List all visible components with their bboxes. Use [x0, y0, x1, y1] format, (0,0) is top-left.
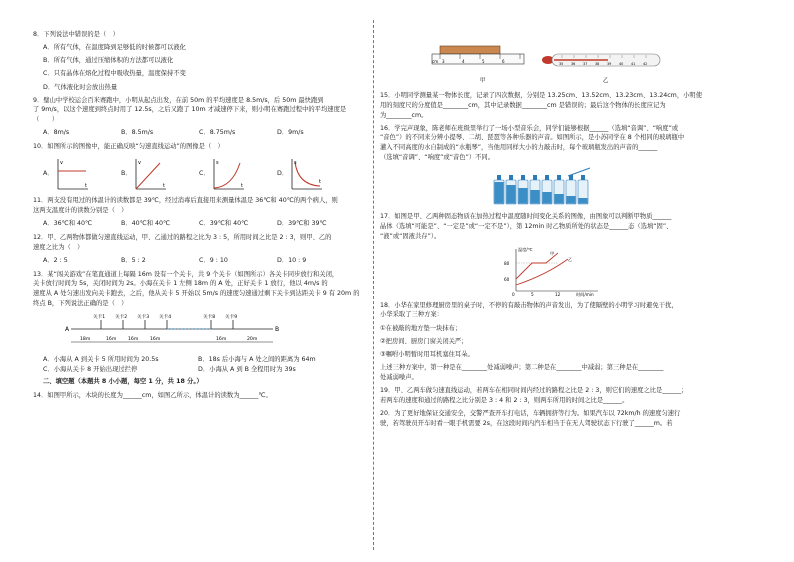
q10-option-c: C． [199, 170, 210, 178]
q12-option-b: B．5 : 2 [121, 256, 146, 264]
q20-line2: 驶，若驾驶员开车时看一眼手机需要 2s，在这段时间内汽车相当于在无人驾驶状态下行驶了______m。若 [380, 419, 673, 427]
water-bottles [490, 166, 600, 206]
tick-12: 12 [555, 291, 561, 297]
series-yi: 乙 [568, 256, 573, 262]
point-b-label: B [275, 325, 280, 333]
gate-label-9: 关卡9 [225, 314, 238, 320]
q10-option-d: D． [277, 170, 289, 178]
ruler-label-cm: cm [432, 59, 439, 64]
tick-60: 60 [504, 276, 510, 282]
q9-option-a: A．8m/s [43, 129, 70, 137]
gate-label-8: 关卡8 [203, 314, 216, 320]
segment-16m-4: 16m [216, 336, 227, 342]
q9-option-c: C．8.75m/s [199, 129, 236, 137]
q18-opt2: ②把房间、厨房门窗关闭关严； [380, 337, 468, 345]
q18-line3: 上述三种方案中，第一种是在________处减弱噪声；第二种是在________中减弱；第三种是在________ [380, 363, 664, 371]
q13-line3: 速度从 A 处匀速出发向关卡跑去，之后，他从关卡 5 开始以 5m/s 的速度匀速通过剩下关卡到达距关卡 9 有 20m 的 [33, 290, 360, 298]
right-column [380, 40, 765, 432]
q13-option-c: C．小海从关卡 8 开始出现过拦停 [43, 365, 138, 373]
thermo-label-36: 36 [571, 62, 576, 66]
q16-line2: “音色”）的不同来分辨小提琴、二胡、琵琶等各种乐器的声音。如图所示，是小苏同学在 8 个相同的玻璃瓶中 [380, 134, 685, 142]
graph-a-axis-v: v [59, 160, 63, 167]
thermo-label-42: 42 [643, 62, 648, 66]
q11-option-c: C．39℃和 40℃ [199, 220, 249, 228]
q15-line2: 用的刻度尺的分度值是________cm，其中记录数据________cm 是错误的；最后这个物体的长度应记为 [380, 101, 666, 109]
ruler-label-5: 5 [482, 59, 485, 64]
q8-stem: 8．下列说法中错误的是（ ） [33, 31, 119, 38]
q13-line1: 13．某“闯关游戏”在笔直通道上每隔 16m 设有一个关卡，共 9 个关卡（如图所示）各关卡同步放行和关闭， [33, 270, 339, 278]
q20-line1: 20．为了更好地保证交通安全，交警严查开车打电话，车辆拥挤等行为。如果汽车以 72km/h 的速度匀速行 [380, 409, 681, 417]
wood-block [440, 46, 500, 54]
tick-80: 80 [504, 260, 510, 266]
q16-line4: （选填“音调”、“响度”或“音色”）不同。 [380, 153, 495, 161]
q12-option-d: D．10 : 9 [277, 256, 307, 264]
q11-line1: 11．两支没有甩过的体温计的读数都是 39℃，经过消毒后直接用来测量体温是 36℃和 40℃的两个病人，则 [33, 197, 338, 205]
q10-stem: 10．如图所示的图像中，能正确反映“匀速直线运动”的图像是（ ） [33, 143, 224, 151]
q10-option-a: A． [43, 170, 54, 178]
q18-line1: 18．小华在家里修理厨房里的桌子时，不停的有敲击物体的声音发出，为了使隔壁的小明学习时避免干扰， [380, 301, 678, 309]
q14-text: 14．如图甲所示，木块的长度为______cm，如图乙所示，体温计的读数为______℃。 [33, 391, 272, 399]
q15-line1: 15．小明同学测量某一物体长度，记录了四次数据，分别是 13.25cm、13.52cm、13.23cm、13.24cm，小明使 [380, 92, 703, 99]
q12-line1: 12．甲、乙两物体都做匀速直线运动，甲、乙通过的路程之比为 3 : 5，所用时间之比是 2 : 3，则甲、乙的 [33, 233, 332, 241]
segment-18m: 18m [80, 336, 91, 342]
graph-b-axis-v: v [137, 160, 141, 167]
graph-d-axis-s: s [294, 160, 297, 167]
q10-option-b: B． [121, 170, 132, 178]
section-heading: 二、填空题（本题共 8 小小题，每空 1 分，共 18 分。） [43, 378, 203, 386]
q9-line1: 9．璧山中学校运会百米赛跑中，小明从起点出发，在前 50m 的平均速度是 8.5m/s，后 50m 最快跑到 [33, 96, 324, 104]
graph-a-axis-t: t [84, 183, 87, 190]
thermo-label-40: 40 [619, 62, 624, 66]
q9-option-d: D．9m/s [277, 129, 304, 137]
q11-option-d: D．39℃和 39℃ [277, 220, 327, 228]
gate-label-3: 关卡3 [137, 314, 150, 320]
q18-opt3: ③嘱咐小明暂时用耳机塞住耳朵。 [380, 350, 474, 358]
graph-c-curve-up [210, 157, 246, 191]
q11-option-a: A．36℃和 40℃ [43, 220, 93, 228]
thermo-label-39: 39 [607, 62, 612, 66]
tick-5: 5 [531, 291, 534, 297]
thermo-label-35: 35 [559, 62, 564, 66]
q16-line3: 灌入不同高度的水自制成的“水瓶琴”，当他用同样大小的力敲击时，每个玻璃瓶发出的声音的______ [380, 144, 658, 152]
temperature-graph [498, 245, 608, 297]
q13-option-a: A．小海从 A 到关卡 5 所用时间为 20.5s [43, 355, 159, 363]
q13-option-d: D．小海从 A 到 B 全程用时为 39s [198, 365, 296, 373]
gate-label-2: 关卡2 [115, 314, 128, 320]
q9-line2: 了 9m/s，以这个速度到终点时用了 12.5s，之后又跑了 10m 才减速停下来，则小明在赛跑过程中的平均速度是（ ） [33, 106, 347, 124]
q17-line3: “液”或“固液共存”）。 [380, 232, 441, 240]
q11-option-b: B．40℃和 40℃ [121, 220, 171, 228]
graph-c-axis-s: s [215, 160, 219, 167]
q19-line2: 若两车的速度和通过的路程之比分别是 3 : 4 和 2 : 3，则两车所用的时间之比是______。 [380, 396, 629, 404]
q8-option-c: C．只有晶体在熔化过程中吸收热量，温度保持不变 [43, 70, 186, 78]
q8-option-b: B．所有气体，通过压缩体积的方法都可以液化 [43, 57, 174, 65]
ruler-label-4: 4 [462, 59, 465, 64]
gate-label-4: 关卡4 [159, 314, 172, 320]
ruler-label-6: 6 [502, 59, 505, 64]
thermo-label-41: 41 [631, 62, 636, 66]
q8-option-d: D．气体液化时会放出热量 [43, 83, 118, 91]
segment-16m-1: 16m [106, 336, 117, 342]
q17-line2: 晶体（选填“可能是”、“一定是”或“一定不是”），第 12min 时乙物质所处的状态是______态（选填“固”、 [380, 222, 673, 230]
thermo-label-38: 38 [595, 62, 600, 66]
tick-0: 0 [512, 291, 515, 297]
graph-d-curve-down [288, 157, 324, 191]
graph-b-axis-t: t [162, 183, 165, 190]
q12-line2: 速度之比为（ ） [33, 243, 84, 251]
q13-line2: 关卡放行时间为 5s，关闭时间为 2s。小海在关卡 1 左侧 18m 的 A 处，正好关卡 1 放行，他以 4m/s 的 [33, 280, 328, 288]
q10-graphs [43, 155, 368, 193]
column-divider [373, 20, 374, 550]
point-a-label: A [65, 325, 70, 333]
q13-option-b: B．18s 后小海与 A 处之间的距离为 64m [198, 355, 316, 363]
q15-line3: 为________cm。 [380, 111, 428, 119]
q12-option-a: A．2 : 5 [43, 256, 68, 264]
gate-diagram [63, 312, 283, 352]
q18-line4: 处减弱噪声。 [380, 373, 418, 381]
q17-line1: 17．如图是甲、乙两种固态物质在加热过程中温度随时间变化关系的图像，由图象可以判断甲物质______ [380, 213, 672, 221]
segment-20m: 20m [247, 336, 258, 342]
q19-line1: 19．甲、乙两车做匀速直线运动，若两车在相同时间内经过的路程之比是 2 : 3，则它们的速度之比是______； [380, 386, 688, 394]
graph-c-axis-t: t [240, 183, 243, 190]
thermo-label-37: 37 [583, 62, 588, 66]
gate-label-1: 关卡1 [93, 314, 106, 320]
q18-line2: 小华采取了三种方案： [380, 311, 443, 319]
y-axis-label: 温度/℃ [518, 246, 533, 252]
x-axis-label: 时间/min [576, 291, 594, 297]
graph-b-diagonal-line [132, 157, 168, 191]
q8-option-a: A．所有气体，在温度降到足够低的时候都可以液化 [43, 44, 186, 52]
ruler-label-3: 3 [442, 59, 445, 64]
q14-figures [428, 40, 698, 86]
q13-line4: 终点 B，下列说法正确的是（ ） [33, 299, 128, 307]
q12-option-c: C．9 : 10 [199, 256, 228, 264]
figure-yi-label: 乙 [603, 78, 609, 84]
segment-16m-3: 16m [150, 336, 161, 342]
q16-line1: 16．学完声现象，陈老师在班级里举行了一场小型音乐会，同学们能够根据______（选填“音调”、“响度”或 [380, 124, 679, 132]
left-column [33, 30, 368, 404]
series-jia: 甲 [550, 250, 555, 256]
figure-jia-label: 甲 [480, 78, 486, 84]
segment-16m-2: 16m [128, 336, 139, 342]
graph-a-horizontal-line [54, 157, 90, 191]
q9-option-b: B．8.5m/s [121, 129, 154, 137]
curve-jia [516, 253, 558, 279]
ruler [432, 54, 524, 64]
graph-d-axis-t: t [319, 179, 322, 186]
q18-opt1: ①在被敲的地方垫一块抹布； [380, 324, 462, 332]
q11-line2: 这两支温度计的读数分别是（ ） [33, 206, 128, 214]
